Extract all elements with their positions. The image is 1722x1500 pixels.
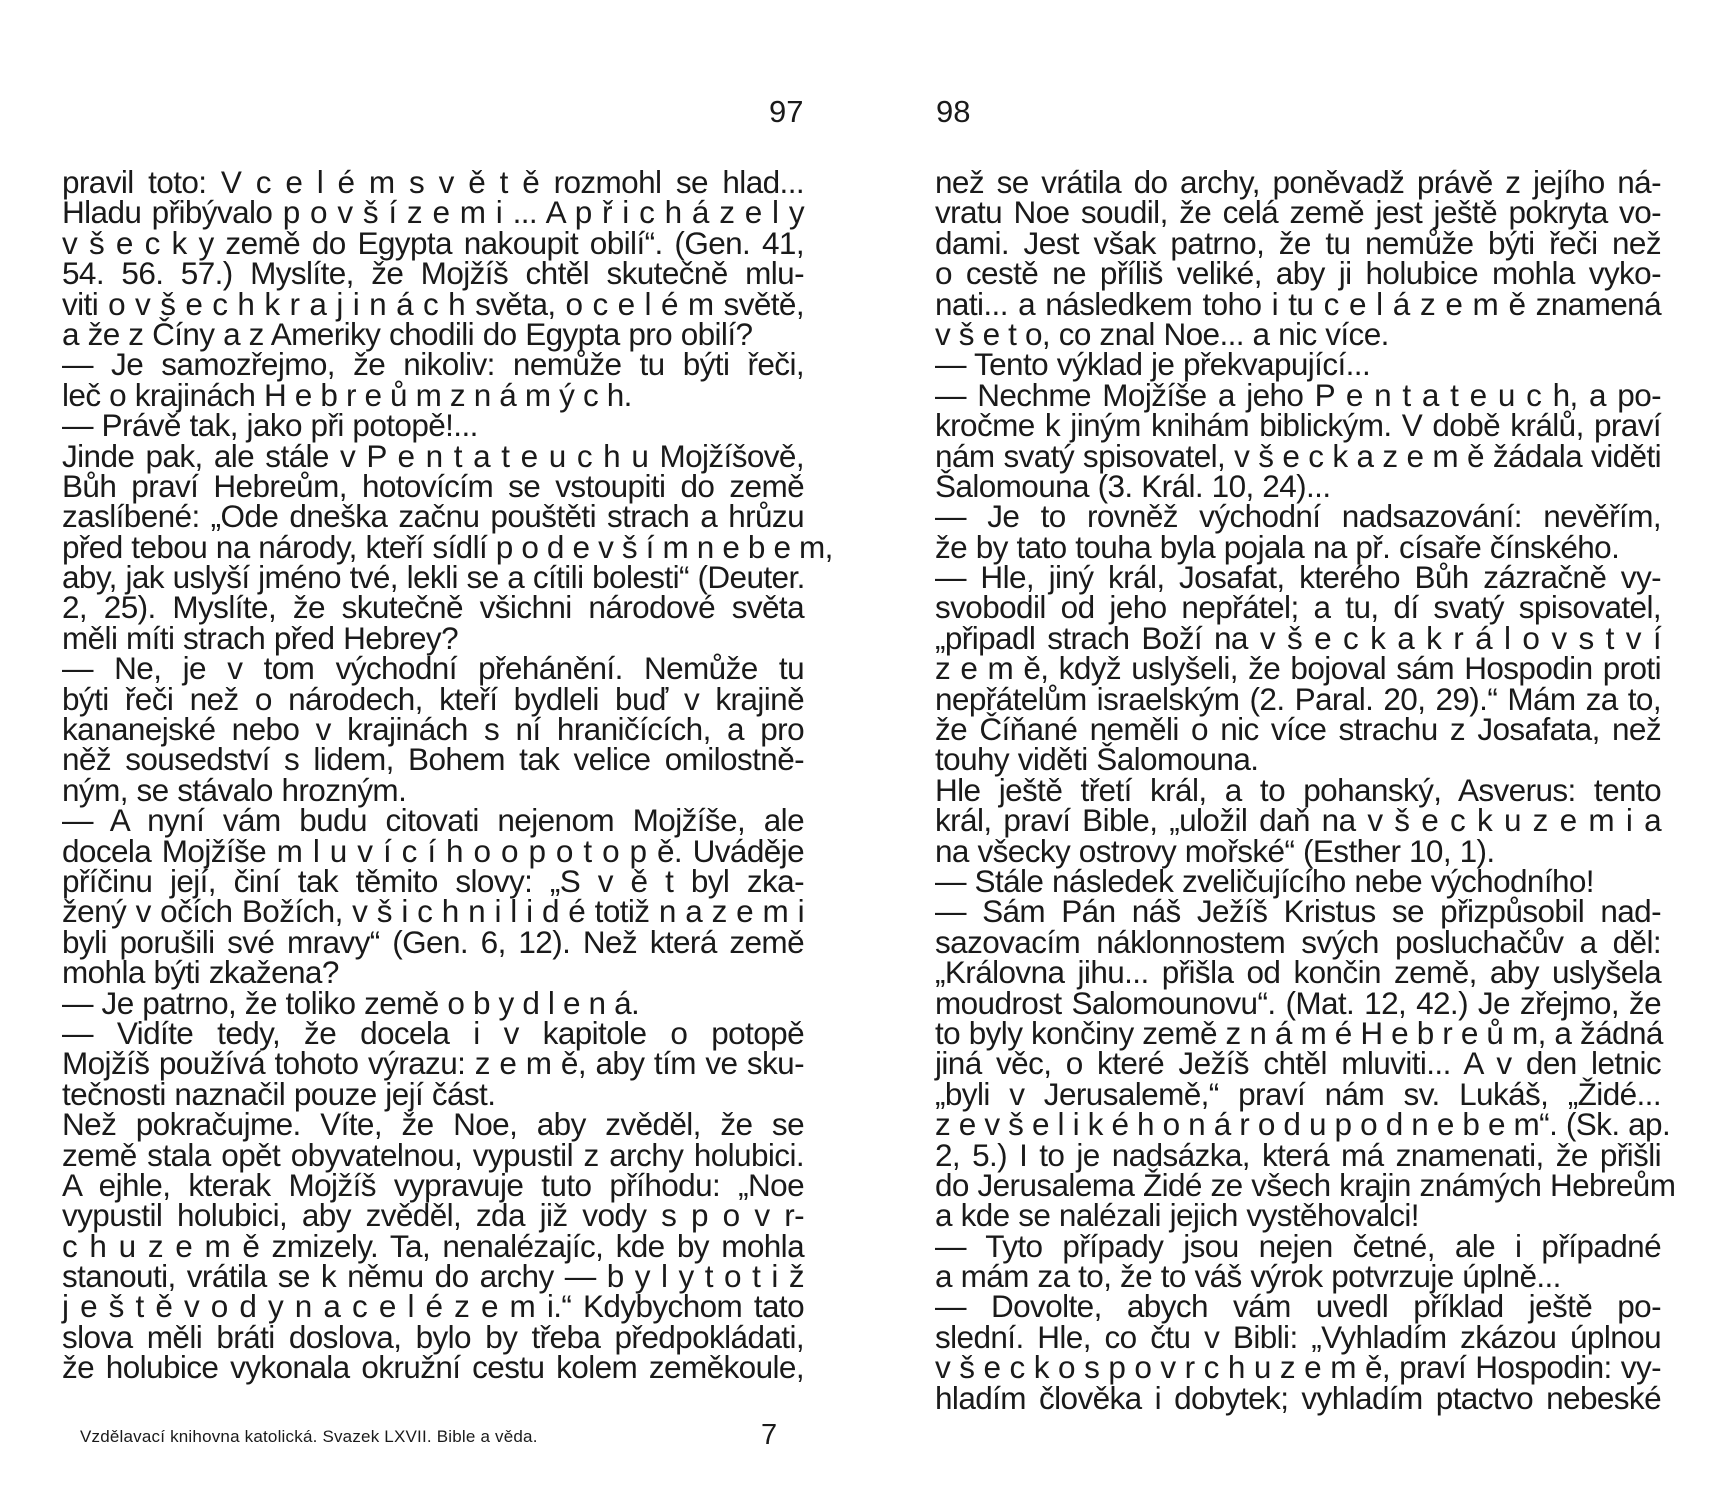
left-page-text [62, 164, 833, 1386]
text-line: leč o krajinách H e b r e ů m z n á m ý c h. [62, 376, 632, 413]
text-line: — Je to rovněž východní nadsazování: nevěřím, [935, 498, 1661, 535]
text-line: nám svatý spisovatel, v š e c k a z e m ě žádala viděti [935, 437, 1661, 474]
text-line: ným, se stávalo hrozným. [62, 771, 407, 808]
text-line: c h u z e m ě zmizely. Ta, nenalézajíc, kde by mohla [62, 1227, 804, 1264]
text-line: j e š t ě v o d y n a c e l é z e m i.“ Kdybychom tato [62, 1288, 804, 1325]
text-line: svobodil od jeho nepřátel; a tu, dí svatý spisovatel, [935, 589, 1661, 626]
text-line: a kde se nalézali jejich vystěhovalci! [935, 1197, 1419, 1234]
text-line: Jinde pak, ale stále v P e n t a t e u c h u Mojžíšově, [62, 437, 804, 474]
text-line: „byli v Jerusalemě,“ praví nám sv. Lukáš, „Židé... [935, 1075, 1661, 1112]
text-line: v š e c k y země do Egypta nakoupit obilí“. (Gen. 41, [62, 224, 804, 261]
text-line: že Číňané neměli o nic více strachu z Josafata, než [935, 711, 1661, 748]
footer-series-note: Vzdělavací knihovna katolická. Svazek LXVII. Bible a věda. [80, 1427, 538, 1446]
text-line: slova měli bráti doslova, bylo by třeba předpokládati, [62, 1318, 804, 1355]
page-number-right: 98 [936, 94, 971, 129]
text-line: Hle ještě třetí král, a to pohanský, Asverus: tento [935, 771, 1661, 808]
text-line: v š e c k o s p o v r c h u z e m ě, praví Hospodin: vy- [935, 1349, 1661, 1386]
page-number-left: 97 [769, 94, 804, 129]
text-line: stanouti, vrátila se k němu do archy — b y l y t o t i ž [62, 1258, 804, 1295]
text-line: — Tyto případy jsou nejen četné, ale i případné [935, 1227, 1661, 1264]
text-line: — Je patrno, že toliko země o b y d l e n á. [62, 984, 640, 1021]
text-line: A ejhle, kterak Mojžíš vypravuje tuto příhodu: „Noe [62, 1166, 804, 1203]
text-line: „Královna jihu... přišla od končin země, aby uslyšela [935, 954, 1661, 991]
text-line: na všecky ostrovy mořské“ (Esther 10, 1). [935, 832, 1495, 869]
text-line: z e m ě, když uslyšeli, že bojoval sám Hospodin proti [935, 650, 1661, 687]
text-line: že by tato touha byla pojala na př. císaře čínského. [935, 528, 1620, 565]
text-line: Hladu přibývalo p o v š í z e m i ... A p ř i c h á z e l y [62, 194, 804, 231]
text-line: nati... a následkem toho i tu c e l á z e m ě znamená [935, 285, 1661, 322]
text-line: hladím člověka i dobytek; vyhladím ptactvo nebeské [935, 1379, 1661, 1416]
text-line: před tebou na národy, kteří sídlí p o d e v š í m n e b e m, [62, 528, 833, 565]
text-line: kananejské nebo v krajinách s ní hraničících, a pro [62, 711, 804, 748]
text-line: země stala opět obyvatelnou, vypustil z archy holubici. [62, 1136, 804, 1173]
right-page-text [935, 164, 1676, 1416]
text-line: dami. Jest však patrno, že tu nemůže býti řeči než [935, 224, 1661, 261]
text-line: král, praví Bible, „uložil daň na v š e c k u z e m i a [935, 802, 1661, 839]
text-line: docela Mojžíše m l u v í c í h o o p o t o p ě. Uváděje [62, 832, 804, 869]
text-line: — A nyní vám budu citovati nejenom Mojžíše, ale [62, 802, 804, 839]
text-line: mohla býti zkažena? [62, 954, 339, 991]
text-line: příčinu její, činí tak těmito slovy: „S v ě t byl zka- [62, 862, 804, 899]
text-line: — Vidíte tedy, že docela i v kapitole o potopě [62, 1014, 804, 1051]
text-line: sazovacím náklonnostem svých posluchačův a děl: [935, 923, 1661, 960]
text-line: — Je samozřejmo, že nikoliv: nemůže tu býti řeči, [62, 346, 804, 383]
text-line: Mojžíš používá tohoto výrazu: z e m ě, aby tím ve sku- [62, 1045, 804, 1082]
text-line: měli míti strach před Hebrey? [62, 619, 458, 656]
text-line: že holubice vykonala okružní cestu kolem zeměkoule, [62, 1349, 804, 1386]
text-line: touhy viděti Šalomouna. [935, 741, 1259, 778]
text-line: moudrost Salomounovu“. (Mat. 12, 42.) Je zřejmo, že [935, 984, 1661, 1021]
text-line: slední. Hle, co čtu v Bibli: „Vyhladím zkázou úplnou [935, 1318, 1661, 1355]
text-line: 54. 56. 57.) Myslíte, že Mojžíš chtěl skutečně mlu- [62, 255, 804, 292]
text-line: aby, jak uslyší jméno tvé, lekli se a cítili bolesti“ (Deuter. [62, 559, 805, 596]
text-line: kročme k jiným knihám biblickým. V době králů, praví [935, 407, 1661, 444]
text-line: — Sám Pán náš Ježíš Kristus se přizpůsobil nad- [935, 893, 1661, 930]
text-line: nepřátelům israelským (2. Paral. 20, 29).“ Mám za to, [935, 680, 1661, 717]
text-line: — Dovolte, abych vám uvedl příklad ještě po- [935, 1288, 1661, 1325]
text-line: Bůh praví Hebreům, hotovícím se vstoupiti do země [62, 467, 804, 504]
text-line: než se vrátila do archy, poněvadž právě z jejího ná- [935, 164, 1661, 200]
text-line: něž sousedství s lidem, Bohem tak velice omilostně- [62, 741, 804, 778]
text-line: žený v očích Božích, v š i c h n i l i d é totiž n a z e m i [62, 893, 804, 930]
text-line: vratu Noe soudil, že celá země jest ještě pokryta vo- [935, 194, 1661, 231]
text-line: tečnosti naznačil pouze její část. [62, 1075, 496, 1112]
text-line: 2, 25). Myslíte, že skutečně všichni národové světa [62, 589, 804, 626]
text-line: — Ne, je v tom východní přehánění. Nemůže tu [62, 650, 804, 687]
text-line: — Nechme Mojžíše a jeho P e n t a t e u c h, a po- [935, 376, 1661, 413]
text-line: a mám za to, že to váš výrok potvrzuje úplně... [935, 1258, 1561, 1295]
text-line: a že z Číny a z Ameriky chodili do Egypta pro obilí? [62, 315, 753, 352]
text-line: — Hle, jiný král, Josafat, kterého Bůh zázračně vy- [935, 559, 1661, 596]
text-line: o cestě ne příliš veliké, aby ji holubice mohla vyko- [935, 255, 1661, 292]
text-line: byli porušili své mravy“ (Gen. 6, 12). Než která země [62, 923, 804, 960]
text-line: býti řeči než o národech, kteří bydleli buď v krajině [62, 680, 804, 717]
text-line: 2, 5.) I to je nadsázka, která má znamenati, že přišli [935, 1136, 1661, 1173]
text-line: — Tento výklad je překvapující... [935, 346, 1371, 383]
text-line: z e v š e l i k é h o n á r o d u p o d n e b e m“. (Sk. ap. [935, 1106, 1671, 1143]
text-line: do Jerusalema Židé ze všech krajin známých Hebreům [935, 1166, 1676, 1203]
text-line: v š e t o, co znal Noe... a nic více. [935, 315, 1389, 352]
text-line: pravil toto: V c e l é m s v ě t ě rozmohl se hlad... [62, 164, 804, 200]
text-line: vypustil holubici, aby zvěděl, zda již vody s p o v r- [62, 1197, 804, 1234]
text-line: jiná věc, o které Ježíš chtěl mluviti... A v den letnic [935, 1045, 1661, 1082]
text-line: Šalomouna (3. Král. 10, 24)... [935, 467, 1331, 504]
text-line: — Právě tak, jako při potopě!... [62, 407, 478, 444]
text-line: viti o v š e c h k r a j i n á c h světa, o c e l é m světě, [62, 285, 804, 322]
text-line: Než pokračujme. Víte, že Noe, aby zvěděl, že se [62, 1106, 804, 1143]
text-line: zaslíbené: „Ode dneška začnu pouštěti strach a hrůzu [62, 498, 804, 535]
text-line: „připadl strach Boží na v š e c k a k r á l o v s t v í [935, 619, 1661, 656]
text-line: — Stále následek zveličujícího nebe východního! [935, 862, 1594, 899]
text-line: to byly končiny země z n á m é H e b r e ů m, a žádná [935, 1014, 1663, 1051]
footer-signature-number: 7 [761, 1419, 778, 1451]
